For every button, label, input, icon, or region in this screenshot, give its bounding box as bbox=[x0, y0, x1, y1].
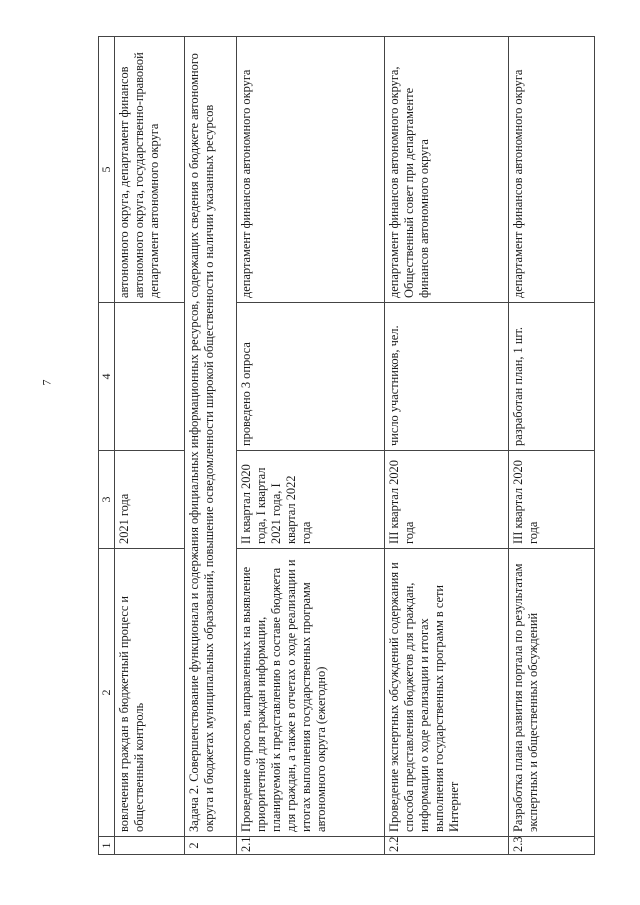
row-number bbox=[114, 837, 184, 855]
table-row bbox=[114, 37, 184, 855]
header-cell-1: 1 bbox=[99, 837, 115, 855]
measure-name: Проведение экспертных обсуждений содержания и способа представления бюджетов для граждан, информации о ходе реализации и итогах выполнения государственных программ в сети Интернет bbox=[384, 549, 508, 837]
indicator: разработан план, 1 шт. bbox=[508, 303, 594, 451]
deadline: II квартал 2020 года, I квартал 2021 года, I квартал 2022 года bbox=[236, 451, 384, 549]
executor: департамент финансов автономного округа, Общественный совет при департаменте финансов автономного округа bbox=[384, 37, 508, 303]
header-cell-5: 5 bbox=[99, 37, 115, 303]
header-cell-4: 4 bbox=[99, 303, 115, 451]
task-number: 2 bbox=[184, 837, 236, 855]
measure-name: Разработка плана развития портала по результатам экспертных и общественных обсуждений bbox=[508, 549, 594, 837]
executor: департамент финансов автономного округа bbox=[508, 37, 594, 303]
task-row bbox=[184, 37, 236, 855]
executor: департамент финансов автономного округа bbox=[236, 37, 384, 303]
row-number: 2.3 bbox=[508, 837, 594, 855]
indicator: проведено 3 опроса bbox=[236, 303, 384, 451]
deadline: 2021 года bbox=[114, 451, 184, 549]
row-number: 2.1 bbox=[236, 837, 384, 855]
table-row bbox=[236, 37, 384, 855]
table-row bbox=[508, 37, 594, 855]
header-row bbox=[99, 37, 115, 855]
plan-table bbox=[98, 36, 595, 855]
rotated-table-container bbox=[98, 37, 582, 855]
row-number: 2.2 bbox=[384, 837, 508, 855]
header-cell-3: 3 bbox=[99, 451, 115, 549]
measure-name: вовлечения граждан в бюджетный процесс и общественный контроль bbox=[114, 549, 184, 837]
table-row bbox=[384, 37, 508, 855]
task-text: Задача 2. Совершенствование функционала и содержания официальных информационных ресурсов, содержащих сведения о бюджете автономного округа и бюджетах муниципальных образований, повышение осведомленности широкой общественности о наличии указанных ресурсов bbox=[184, 37, 236, 837]
executor: автономного округа, департамент финансов автономного округа, государственно-правовой департамент автономного округа bbox=[114, 37, 184, 303]
indicator bbox=[114, 303, 184, 451]
measure-name: Проведение опросов, направленных на выявление приоритетной для граждан информации, планируемой к представлению в составе бюджета для граждан, а также в отчетах о ходе реализации и итогах выполнения государственных программ автономного округа (ежегодно) bbox=[236, 549, 384, 837]
header-cell-2: 2 bbox=[99, 549, 115, 837]
indicator: число участников, чел. bbox=[384, 303, 508, 451]
page-number: 7 bbox=[39, 379, 54, 386]
deadline: III квартал 2020 года bbox=[508, 451, 594, 549]
deadline: III квартал 2020 года bbox=[384, 451, 508, 549]
